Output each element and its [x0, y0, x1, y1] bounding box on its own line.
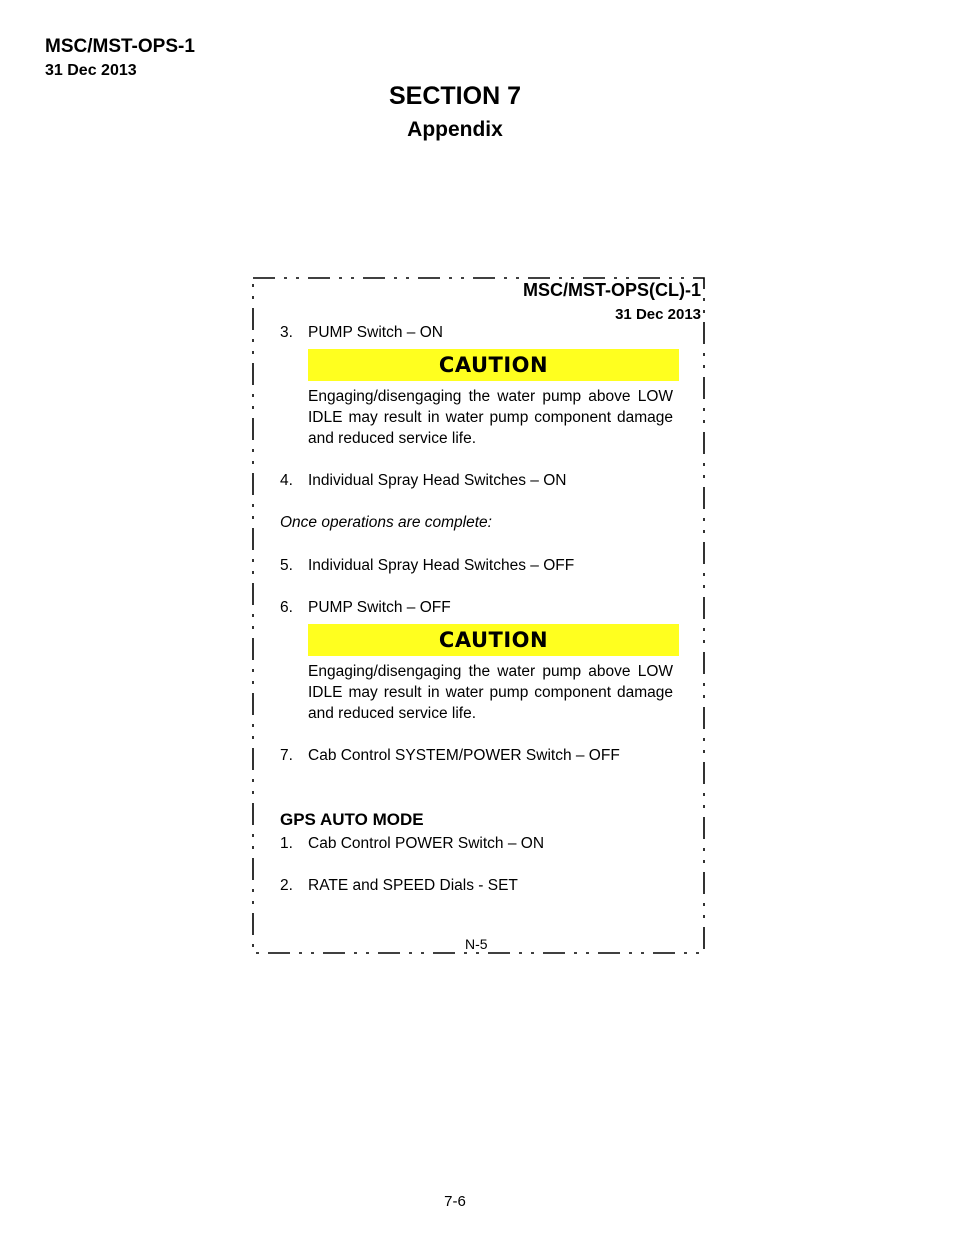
step-item — [280, 557, 574, 575]
card-document-date: 31 Dec 2013 — [615, 306, 701, 323]
section-title: SECTION 7 — [389, 82, 521, 110]
step-text: Individual Spray Head Switches – OFF — [308, 557, 575, 574]
checklist-card — [252, 277, 705, 954]
caution-text: Engaging/disengaging the water pump above LOW IDLE may result in water pump component damage and reduced service life. — [308, 663, 673, 722]
step-text: RATE and SPEED Dials - SET — [308, 877, 518, 894]
step-text: Cab Control SYSTEM/POWER Switch – OFF — [308, 747, 620, 764]
step-number: 7. — [280, 747, 293, 764]
document-id: MSC/MST-OPS-1 — [45, 36, 195, 57]
step-text: Cab Control POWER Switch – ON — [308, 835, 545, 852]
step-item — [280, 472, 566, 490]
gps-auto-mode-heading: GPS AUTO MODE — [280, 810, 424, 829]
step-text: PUMP Switch – ON — [308, 324, 443, 341]
caution-text: Engaging/disengaging the water pump above LOW IDLE may result in water pump component damage and reduced service life. — [308, 388, 673, 447]
section-subtitle: Appendix — [407, 118, 503, 141]
step-item — [280, 877, 518, 895]
step-text: Individual Spray Head Switches – ON — [308, 472, 567, 489]
operations-note: Once operations are complete: — [280, 514, 492, 531]
step-text: PUMP Switch – OFF — [308, 599, 451, 616]
page-number: 7-6 — [444, 1193, 466, 1210]
step-number: 5. — [280, 557, 293, 574]
step-number: 1. — [280, 835, 293, 852]
step-number: 3. — [280, 324, 293, 341]
step-number: 6. — [280, 599, 293, 616]
caution-banner: CAUTION — [308, 624, 679, 656]
step-item — [280, 835, 544, 853]
step-item — [280, 599, 451, 617]
caution-banner: CAUTION — [308, 349, 679, 381]
step-number: 4. — [280, 472, 293, 489]
card-document-id: MSC/MST-OPS(CL)-1 — [523, 280, 701, 300]
step-number: 2. — [280, 877, 293, 894]
card-page-number: N-5 — [465, 936, 488, 952]
document-date: 31 Dec 2013 — [45, 62, 137, 79]
step-item — [280, 747, 620, 765]
step-item — [280, 324, 443, 342]
